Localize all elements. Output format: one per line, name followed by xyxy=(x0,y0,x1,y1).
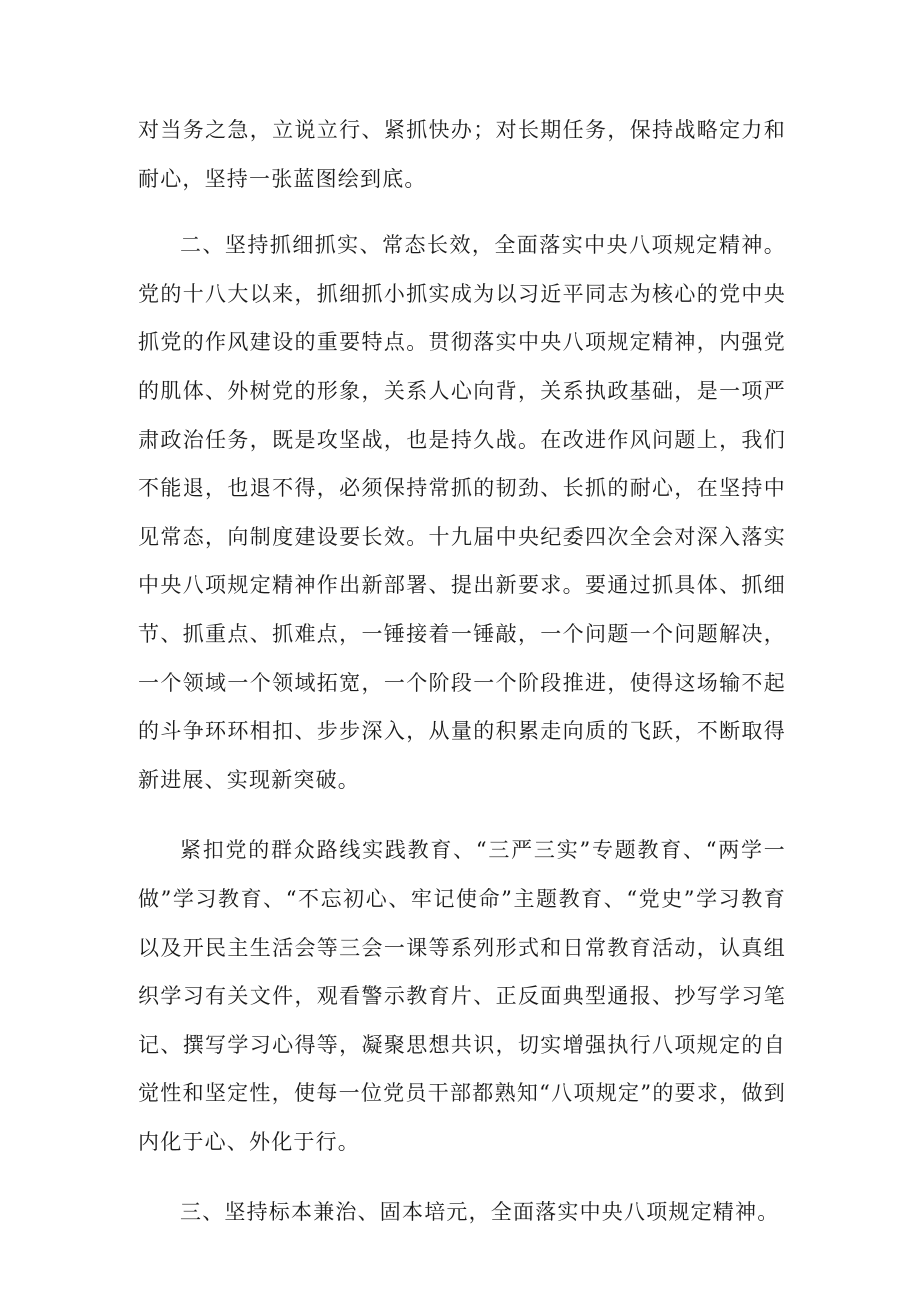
paragraph-3: 紧扣党的群众路线实践教育、“三严三实”专题教育、“两学一做”学习教育、“不忘初心、牢记使命”主题教育、“党史”学习教育以及开民主生活会等三会一课等系列形式和日常教育活动，认真组织学习有关文件，观看警示教育片、正反面典型通报、抄写学习笔记、撰写学习心得等，凝聚思想共识，切实增强执行八项规定的自觉性和坚定性，使每一位党员干部都熟知“八项规定”的要求，做到内化于心、外化于行。 xyxy=(138,838,786,1154)
paragraph-1: 对当务之急，立说立行、紧抓快办；对长期任务，保持战略定力和耐心，坚持一张蓝图绘到底。 xyxy=(138,118,786,191)
paragraph-2: 二、坚持抓细抓实、常态长效，全面落实中央八项规定精神。党的十八大以来，抓细抓小抓实成为以习近平同志为核心的党中央抓党的作风建设的重要特点。贯彻落实中央八项规定精神，内强党的肌体、外树党的形象，关系人心向背，关系执政基础，是一项严肃政治任务，既是攻坚战，也是持久战。在改进作风问题上，我们不能退，也退不得，必须保持常抓的韧劲、长抓的耐心，在坚持中见常态，向制度建设要长效。十九届中央纪委四次全会对深入落实中央八项规定精神作出新部署、提出新要求。要通过抓具体、抓细节、抓重点、抓难点，一锤接着一锤敲，一个问题一个问题解决，一个领域一个领域拓宽，一个阶段一个阶段推进，使得这场输不起的斗争环环相扣、步步深入，从量的积累走向质的飞跃，不断取得新进展、实现新突破。 xyxy=(138,233,786,792)
document-body xyxy=(138,106,786,1237)
paragraph-4: 三、坚持标本兼治、固本培元，全面落实中央八项规定精神。 xyxy=(180,1200,780,1225)
